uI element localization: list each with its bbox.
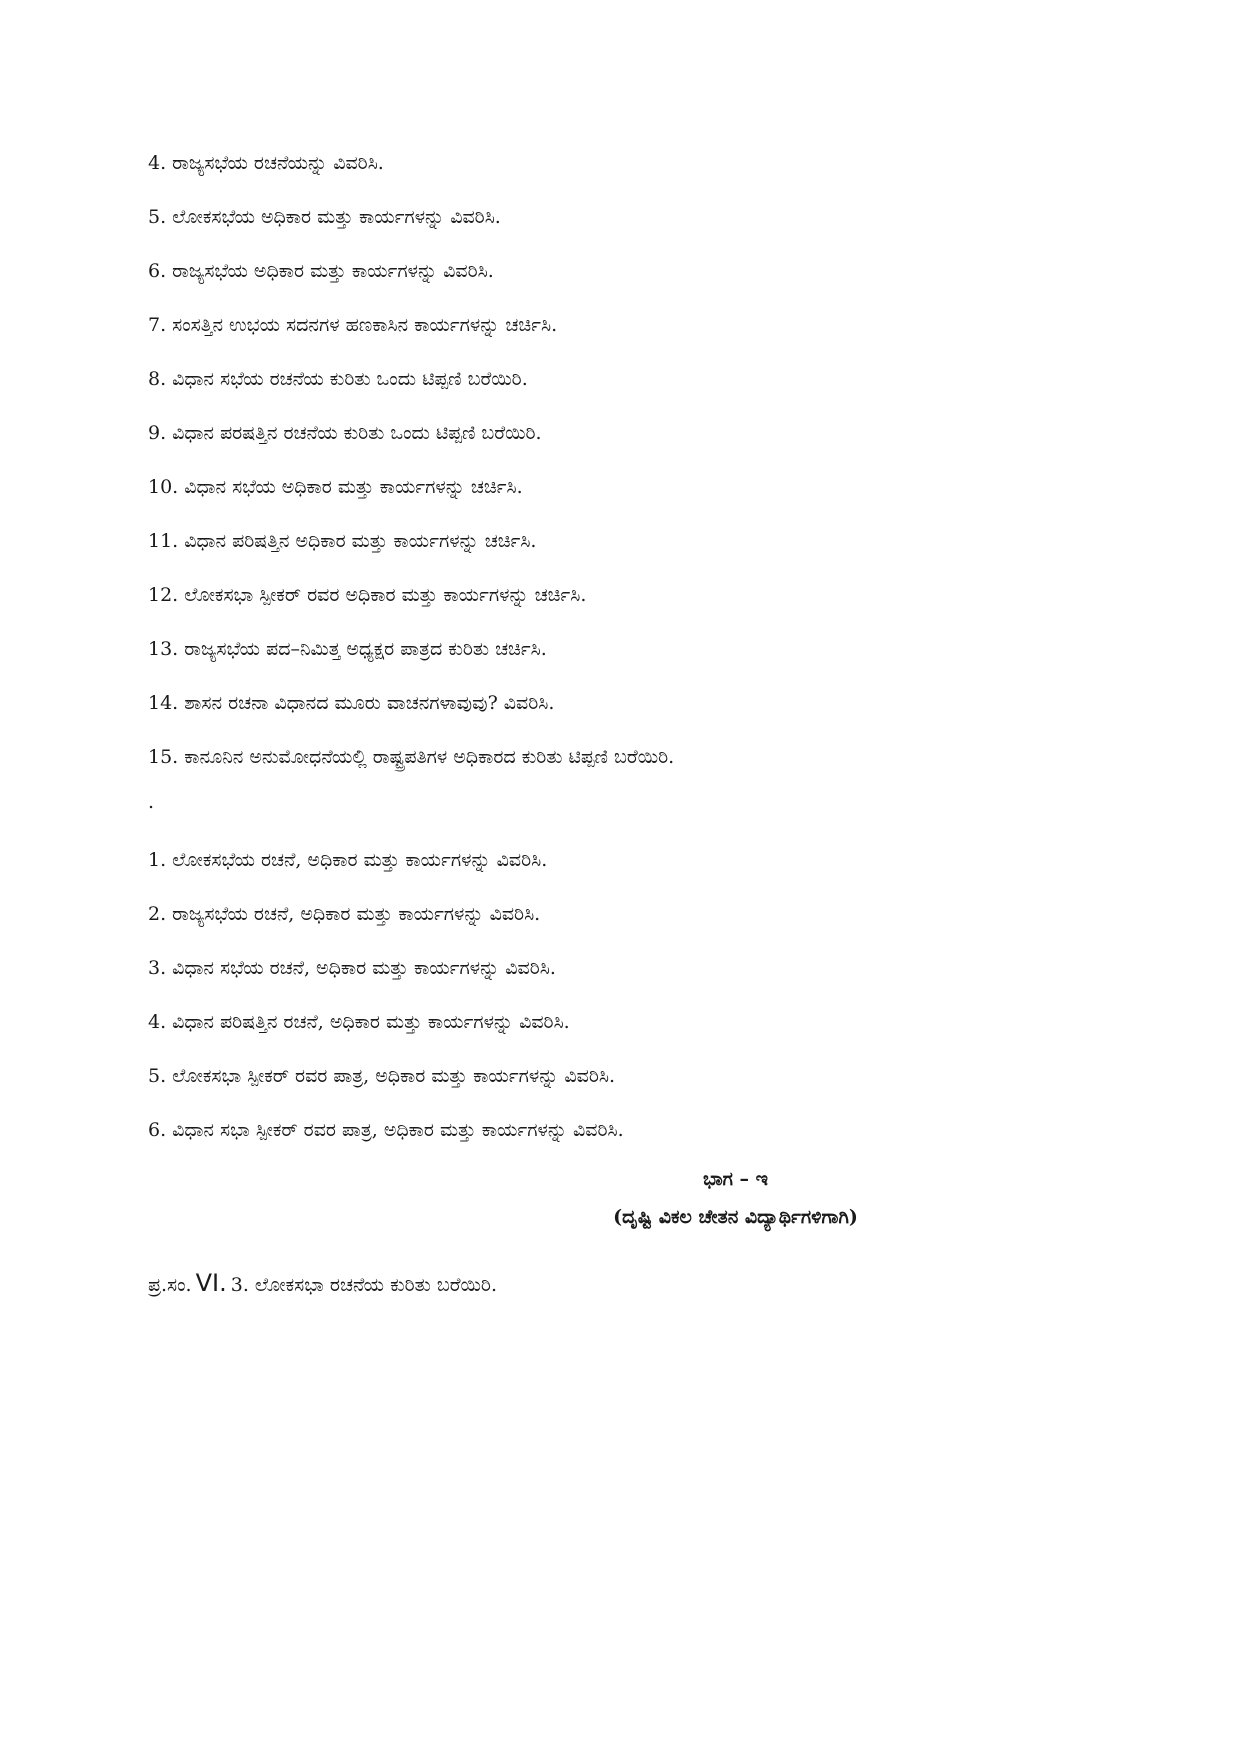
question-item: 9. ವಿಧಾನ ಪರಷತ್ತಿನ ರಚನೆಯ ಕುರಿತು ಒಂದು ಟಿಪ್ಪಣಿ ಬರೆಯಿರಿ. — [148, 422, 542, 444]
question-prefix: ಪ್ರ.ಸಂ. — [148, 1274, 192, 1296]
question-item: 3. ವಿಧಾನ ಸಭೆಯ ರಚನೆ, ಅಧಿಕಾರ ಮತ್ತು ಕಾರ್ಯಗಳನ್ನು ವಿವರಿಸಿ. — [148, 957, 556, 979]
question-text: 3. ಲೋಕಸಭಾ ರಚನೆಯ ಕುರಿತು ಬರೆಯಿರಿ. — [230, 1274, 497, 1296]
question-item: 1. ಲೋಕಸಭೆಯ ರಚನೆ, ಅಧಿಕಾರ ಮತ್ತು ಕಾರ್ಯಗಳನ್ನು ವಿವರಿಸಿ. — [148, 849, 548, 871]
section-subtitle: (ದೃಷ್ಟಿ ವಿಕಲ ಚೇತನ ವಿದ್ಯಾರ್ಥಿಗಳಿಗಾಗಿ) — [613, 1206, 858, 1228]
section-title: ಭಾಗ – ಇ — [702, 1168, 769, 1190]
question-list-part1 — [148, 146, 1148, 794]
question-list-part2 — [148, 843, 1148, 1167]
question-item: 5. ಲೋಕಸಭೆಯ ಅಧಿಕಾರ ಮತ್ತು ಕಾರ್ಯಗಳನ್ನು ವಿವರಿಸಿ. — [148, 206, 501, 228]
question-item: 7. ಸಂಸತ್ತಿನ ಉಭಯ ಸದನಗಳ ಹಣಕಾಸಿನ ಕಾರ್ಯಗಳನ್ನು ಚರ್ಚಿಸಿ. — [148, 314, 558, 336]
final-question — [148, 1266, 497, 1302]
question-item: 4. ರಾಜ್ಯಸಭೆಯ ರಚನೆಯನ್ನು ವಿವರಿಸಿ. — [148, 152, 384, 174]
question-item: 4. ವಿಧಾನ ಪರಿಷತ್ತಿನ ರಚನೆ, ಅಧಿಕಾರ ಮತ್ತು ಕಾರ್ಯಗಳನ್ನು ವಿವರಿಸಿ. — [148, 1011, 570, 1033]
question-item: 10. ವಿಧಾನ ಸಭೆಯ ಅಧಿಕಾರ ಮತ್ತು ಕಾರ್ಯಗಳನ್ನು ಚರ್ಚಿಸಿ. — [148, 476, 523, 498]
question-item: 6. ವಿಧಾನ ಸಭಾ ಸ್ಪೀಕರ್ ರವರ ಪಾತ್ರ, ಅಧಿಕಾರ ಮತ್ತು ಕಾರ್ಯಗಳನ್ನು ವಿವರಿಸಿ. — [148, 1119, 624, 1141]
question-item: 6. ರಾಜ್ಯಸಭೆಯ ಅಧಿಕಾರ ಮತ್ತು ಕಾರ್ಯಗಳನ್ನು ವಿವರಿಸಿ. — [148, 260, 494, 282]
question-item: 12. ಲೋಕಸಭಾ ಸ್ಪೀಕರ್ ರವರ ಅಧಿಕಾರ ಮತ್ತು ಕಾರ್ಯಗಳನ್ನು ಚರ್ಚಿಸಿ. — [148, 584, 587, 606]
question-roman-number: VI. — [195, 1269, 227, 1297]
question-item: 2. ರಾಜ್ಯಸಭೆಯ ರಚನೆ, ಅಧಿಕಾರ ಮತ್ತು ಕಾರ್ಯಗಳನ್ನು ವಿವರಿಸಿ. — [148, 903, 541, 925]
question-item: 5. ಲೋಕಸಭಾ ಸ್ಪೀಕರ್ ರವರ ಪಾತ್ರ, ಅಧಿಕಾರ ಮತ್ತು ಕಾರ್ಯಗಳನ್ನು ವಿವರಿಸಿ. — [148, 1065, 616, 1087]
question-item: 15. ಕಾನೂನಿನ ಅನುಮೋಧನೆಯಲ್ಲಿ ರಾಷ್ಟ್ರಪತಿಗಳ ಅಧಿಕಾರದ ಕುರಿತು ಟಿಪ್ಪಣಿ ಬರೆಯಿರಿ. — [148, 746, 675, 768]
question-item: 11. ವಿಧಾನ ಪರಿಷತ್ತಿನ ಅಧಿಕಾರ ಮತ್ತು ಕಾರ್ಯಗಳನ್ನು ಚರ್ಚಿಸಿ. — [148, 530, 537, 552]
question-item: 14. ಶಾಸನ ರಚನಾ ವಿಧಾನದ ಮೂರು ವಾಚನಗಳಾವುವು? ವಿವರಿಸಿ. — [148, 692, 555, 714]
question-item: 8. ವಿಧಾನ ಸಭೆಯ ರಚನೆಯ ಕುರಿತು ಒಂದು ಟಿಪ್ಪಣಿ ಬರೆಯಿರಿ. — [148, 368, 528, 390]
question-item: 13. ರಾಜ್ಯಸಭೆಯ ಪದ–ನಿಮಿತ್ತ ಅಧ್ಯಕ್ಷರ ಪಾತ್ರದ ಕುರಿತು ಚರ್ಚಿಸಿ. — [148, 638, 547, 660]
separator-dot: . — [148, 791, 155, 813]
